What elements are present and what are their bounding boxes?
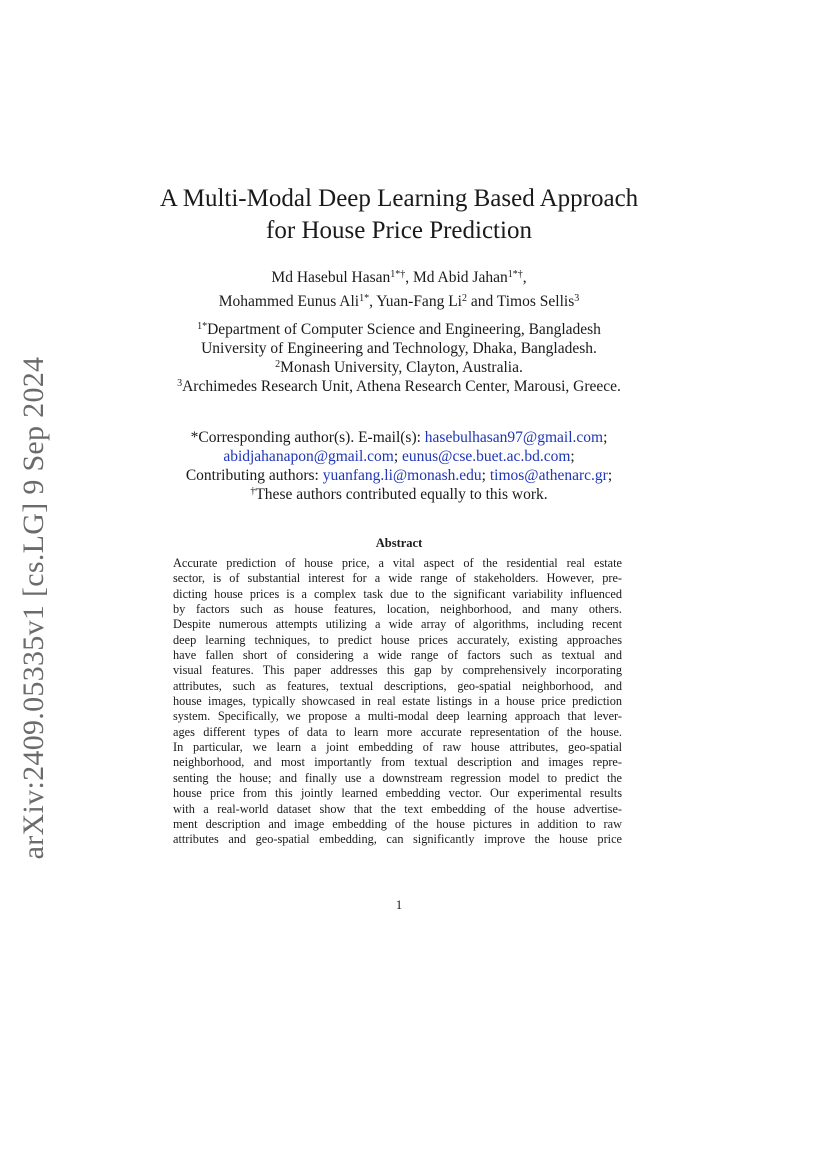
author-list <box>0 266 828 314</box>
abstract-line: In particular, we learn a joint embedding of raw house attributes, geo-spatial <box>173 740 622 755</box>
affiliation-text: Department of Computer Science and Engineering, Bangladesh <box>207 321 601 338</box>
author-line <box>0 266 828 290</box>
author-affiliation-mark: 3 <box>574 293 580 304</box>
affiliation-line <box>0 377 828 396</box>
email-link[interactable]: hasebulhasan97@gmail.com <box>424 429 604 446</box>
separator: ; <box>481 467 490 484</box>
abstract-line: have fallen short of considering a wide range of factors such as textual and <box>173 648 622 663</box>
author-separator: , <box>522 269 527 286</box>
affiliation-text: University of Engineering and Technology, Dhaka, Bangladesh. <box>201 340 597 357</box>
contact-line <box>0 485 828 504</box>
arxiv-identifier: arXiv:2409.05335v1 [cs.LG] 9 Sep 2024 <box>17 356 50 860</box>
author-separator: , <box>405 269 413 286</box>
abstract-line: with a real-world dataset show that the text embedding of the house advertise- <box>173 801 622 816</box>
abstract-line: deep learning techniques, to predict house prices accurately, existing approaches <box>173 632 622 647</box>
separator: ; <box>607 467 613 484</box>
contact-line <box>0 428 828 447</box>
author-affiliation-mark: 1*† <box>390 269 406 280</box>
contact-line <box>0 447 828 466</box>
author-affiliation-mark: 1* <box>359 293 370 304</box>
title-line: for House Price Prediction <box>266 217 532 244</box>
email-link[interactable]: timos@athenarc.gr <box>489 467 608 484</box>
author-name: Yuan-Fang Li <box>376 293 462 310</box>
abstract-line: neighborhood, and most importantly from textual description and images repre- <box>173 755 622 770</box>
corresponding-label: *Corresponding author(s). E-mail(s): <box>190 429 425 446</box>
abstract-line: Despite numerous attempts utilizing a wide array of algorithms, including recent <box>173 617 622 632</box>
page-number <box>0 897 828 913</box>
abstract-line: ment description and image embedding of the house pictures in addition to raw <box>173 816 622 831</box>
contact-line <box>0 466 828 485</box>
abstract-line: sector, is of substantial interest for a wide range of stakeholders. However, pre- <box>173 571 622 586</box>
separator: ; <box>570 448 575 465</box>
affiliation-mark: 3 <box>177 378 183 389</box>
abstract-heading-text: Abstract <box>375 536 423 550</box>
affiliation-line <box>0 358 828 377</box>
author-name: Timos Sellis <box>496 293 575 310</box>
author-separator: and <box>466 293 497 310</box>
page-number-text: 1 <box>395 897 403 912</box>
author-name: Md Hasebul Hasan <box>271 269 391 286</box>
abstract-line: by factors such as house features, location, neighborhood, and many others. <box>173 602 622 617</box>
separator: ; <box>603 429 608 446</box>
title-line: A Multi-Modal Deep Learning Based Approach <box>159 185 639 212</box>
equal-contribution-mark: † <box>250 486 256 497</box>
affiliation-mark: 2 <box>275 359 281 370</box>
author-name: Md Abid Jahan <box>412 269 508 286</box>
abstract-line: ages different types of data to learn more accurate representation of the house. <box>173 724 622 739</box>
abstract-line: attributes and geo-spatial embedding, can significantly improve the house price <box>173 832 622 847</box>
abstract-line: house price from this jointly learned embedding vector. Our experimental results <box>173 786 622 801</box>
paper-title <box>0 183 828 247</box>
author-name: Mohammed Eunus Ali <box>218 293 360 310</box>
contact-block <box>0 428 828 504</box>
abstract-line: system. Specifically, we propose a multi-modal deep learning approach that lever- <box>173 709 622 724</box>
affiliations <box>0 320 828 396</box>
abstract-line: house images, typically showcased in real estate listings in a house price prediction <box>173 694 622 709</box>
equal-contribution-note: These authors contributed equally to this work. <box>255 486 548 503</box>
abstract-line: attributes, such as features, textual descriptions, geo-spatial neighborhood, and <box>173 678 622 693</box>
contributing-label: Contributing authors: <box>185 467 323 484</box>
abstract-line: senting the house; and finally use a downstream regression model to predict the <box>173 770 622 785</box>
affiliation-line <box>0 339 828 358</box>
author-affiliation-mark: 2 <box>461 293 467 304</box>
abstract-body <box>173 556 622 848</box>
separator: ; <box>393 448 403 465</box>
abstract-line: Accurate prediction of house price, a vital aspect of the residential real estate <box>173 556 622 570</box>
affiliation-mark: 1* <box>197 321 208 332</box>
email-link[interactable]: eunus@cse.buet.ac.bd.com <box>402 448 571 465</box>
author-affiliation-mark: 1*† <box>507 269 523 280</box>
abstract-heading <box>0 536 828 551</box>
author-line <box>0 290 828 314</box>
affiliation-line <box>0 320 828 339</box>
affiliation-text: Archimedes Research Unit, Athena Research Center, Marousi, Greece. <box>182 378 621 395</box>
author-separator: , <box>369 293 377 310</box>
email-link[interactable]: abidjahanapon@gmail.com <box>223 448 394 465</box>
abstract-line: dicting house prices is a complex task due to the significant variability influenced <box>173 586 622 601</box>
email-link[interactable]: yuanfang.li@monash.edu <box>322 467 482 484</box>
abstract-line: visual features. This paper addresses this gap by comprehensively incorporating <box>173 663 622 678</box>
affiliation-text: Monash University, Clayton, Australia. <box>280 359 523 376</box>
